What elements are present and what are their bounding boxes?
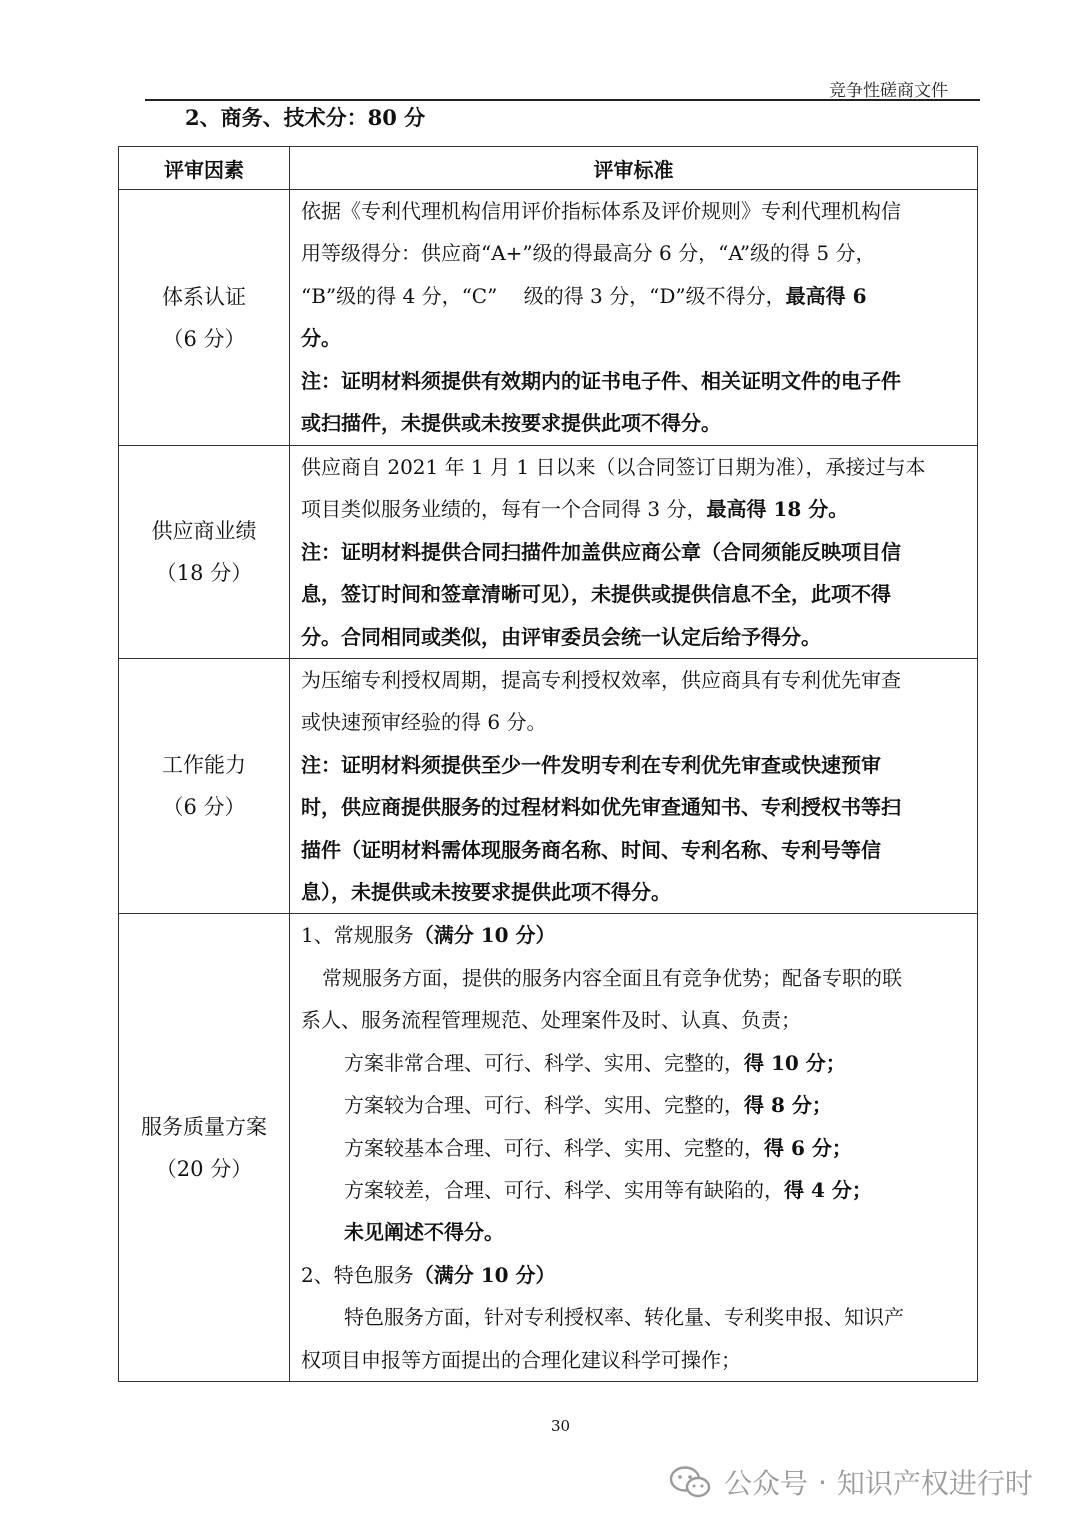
criteria-line — [301, 1339, 967, 1381]
factor-score: （6 分） — [162, 795, 246, 820]
bold-text: 或扫描件，未提供或未按要求提供此项不得分。 — [301, 411, 721, 436]
text-segment: 系人、服务流程管理规范、处理案件及时、认真、负责； — [301, 1008, 801, 1033]
text-segment: “B”级的得 4 分，“C” 级的得 3 分，“D”级不得分， — [301, 283, 786, 308]
factor-name: 供应商业绩 — [151, 519, 257, 544]
criteria-line — [301, 999, 967, 1041]
bold-text: 注：证明材料须提供至少一件发明专利在专利优先审查或快速预审 — [301, 752, 881, 777]
text-segment: 方案较基本合理、可行、科学、实用、完整的， — [344, 1135, 764, 1160]
factor-name: 服务质量方案 — [141, 1114, 267, 1139]
factor-score: （18 分） — [155, 561, 253, 586]
text-segment: 1、常规服务 — [301, 923, 414, 948]
factor-cell — [119, 190, 290, 446]
criteria-line — [301, 1211, 967, 1253]
text-segment: 供应商自 2021 年 1 月 1 日以来（以合同签订日期为准），承接过与本 — [301, 455, 926, 479]
criteria-line — [301, 488, 967, 530]
bold-text: 息，签订时间和签章清晰可见），未提供或提供信息不全，此项不得 — [301, 582, 891, 607]
text-segment: 项目类似服务业绩的，每有一个合同得 3 分， — [301, 497, 707, 522]
table-header-row — [119, 147, 978, 190]
bold-text: 最高得 18 分。 — [706, 497, 849, 522]
section-heading: 2、商务、技术分：80 分 — [185, 105, 426, 130]
criteria-line — [301, 446, 967, 488]
text-segment: 或快速预审经验的得 6 分。 — [301, 710, 547, 735]
bold-text: 时，供应商提供服务的过程材料如优先审查通知书、专利授权书等扫 — [301, 795, 901, 820]
criteria-line — [301, 275, 967, 317]
watermark — [668, 1462, 1033, 1502]
table-row — [119, 446, 978, 659]
wechat-icon — [668, 1465, 712, 1499]
text-segment: 方案较差，合理、可行、科学、实用等有缺陷的， — [344, 1177, 784, 1202]
bold-text: （满分 10 分） — [413, 1262, 556, 1287]
criteria-line — [301, 232, 967, 274]
bold-text: 描件（证明材料需体现服务商名称、时间、专利名称、专利号等信 — [301, 837, 881, 862]
factor-name: 体系认证 — [162, 284, 246, 309]
bold-text: 注：证明材料提供合同扫描件加盖供应商公章（合同须能反映项目信 — [301, 539, 901, 564]
criteria-line — [301, 317, 967, 359]
criteria-line — [301, 957, 967, 999]
header-factor: 评审因素 — [119, 147, 290, 190]
criteria-line — [301, 402, 967, 444]
page-number: 30 — [550, 1417, 571, 1435]
criteria-line — [301, 659, 967, 701]
factor-cell — [119, 446, 290, 659]
criteria-line — [301, 744, 967, 786]
criteria-line — [301, 616, 967, 658]
criteria-line — [301, 1042, 967, 1084]
criteria-line — [301, 829, 967, 871]
bold-text: 分。合同相同或类似，由评审委员会统一认定后给予得分。 — [301, 624, 821, 649]
criteria-line — [301, 1084, 967, 1126]
bold-text: 分。 — [301, 326, 341, 351]
criteria-line — [301, 573, 967, 615]
text-segment: 2、特色服务 — [301, 1262, 414, 1287]
criteria-line — [301, 1296, 967, 1338]
watermark-account: 知识产权进行时 — [836, 1467, 1033, 1500]
criteria-cell — [290, 446, 978, 659]
evaluation-table — [118, 146, 978, 1382]
criteria-line — [301, 871, 967, 913]
watermark-label: 公众号 — [724, 1467, 809, 1500]
bold-text: 得 10 分； — [744, 1050, 846, 1075]
criteria-line — [301, 701, 967, 743]
factor-score: （20 分） — [155, 1156, 253, 1181]
criteria-cell — [290, 914, 978, 1381]
factor-cell — [119, 914, 290, 1381]
text-segment: 特色服务方面，针对专利授权率、转化量、专利奖申报、知识产 — [344, 1305, 904, 1330]
bold-text: 得 4 分； — [784, 1177, 872, 1202]
text-segment: 为压缩专利授权周期，提高专利授权效率，供应商具有专利优先审查 — [301, 668, 901, 693]
bold-text: 最高得 6 — [785, 283, 867, 308]
criteria-line — [301, 531, 967, 573]
text-segment: 常规服务方面，提供的服务内容全面且有竞争优势；配备专职的联 — [322, 965, 902, 990]
criteria-cell — [290, 659, 978, 914]
criteria-line — [301, 1127, 967, 1169]
watermark-separator: · — [818, 1465, 827, 1499]
criteria-line — [301, 914, 967, 956]
bold-text: 得 6 分； — [764, 1135, 852, 1160]
criteria-cell — [290, 190, 978, 446]
document-header-title: 竞争性磋商文件 — [829, 81, 948, 101]
bold-text: 未见阐述不得分。 — [344, 1220, 504, 1245]
criteria-line — [301, 1254, 967, 1296]
table-row — [119, 190, 978, 446]
table-row — [119, 659, 978, 914]
factor-name: 工作能力 — [162, 753, 246, 778]
header-rule — [145, 99, 980, 101]
criteria-line — [301, 190, 967, 232]
bold-text: 注：证明材料须提供有效期内的证书电子件、相关证明文件的电子件 — [301, 368, 901, 393]
bold-text: 息），未提供或未按要求提供此项不得分。 — [301, 880, 671, 905]
text-segment: 依据《专利代理机构信用评价指标体系及评价规则》专利代理机构信 — [301, 199, 901, 223]
criteria-line — [301, 786, 967, 828]
criteria-line — [301, 360, 967, 402]
table-row — [119, 914, 978, 1381]
criteria-line — [301, 1169, 967, 1211]
text-segment: 权项目申报等方面提出的合理化建议科学可操作； — [301, 1347, 741, 1372]
text-segment: 方案较为合理、可行、科学、实用、完整的， — [344, 1093, 744, 1118]
header-criteria: 评审标准 — [290, 147, 978, 190]
factor-cell — [119, 659, 290, 914]
factor-score: （6 分） — [162, 326, 246, 351]
text-segment: 方案非常合理、可行、科学、实用、完整的， — [344, 1050, 744, 1075]
text-segment: 用等级得分：供应商“A+”级的得最高分 6 分，“A”级的得 5 分， — [301, 241, 876, 266]
bold-text: 得 8 分； — [744, 1093, 832, 1118]
bold-text: （满分 10 分） — [413, 923, 556, 948]
